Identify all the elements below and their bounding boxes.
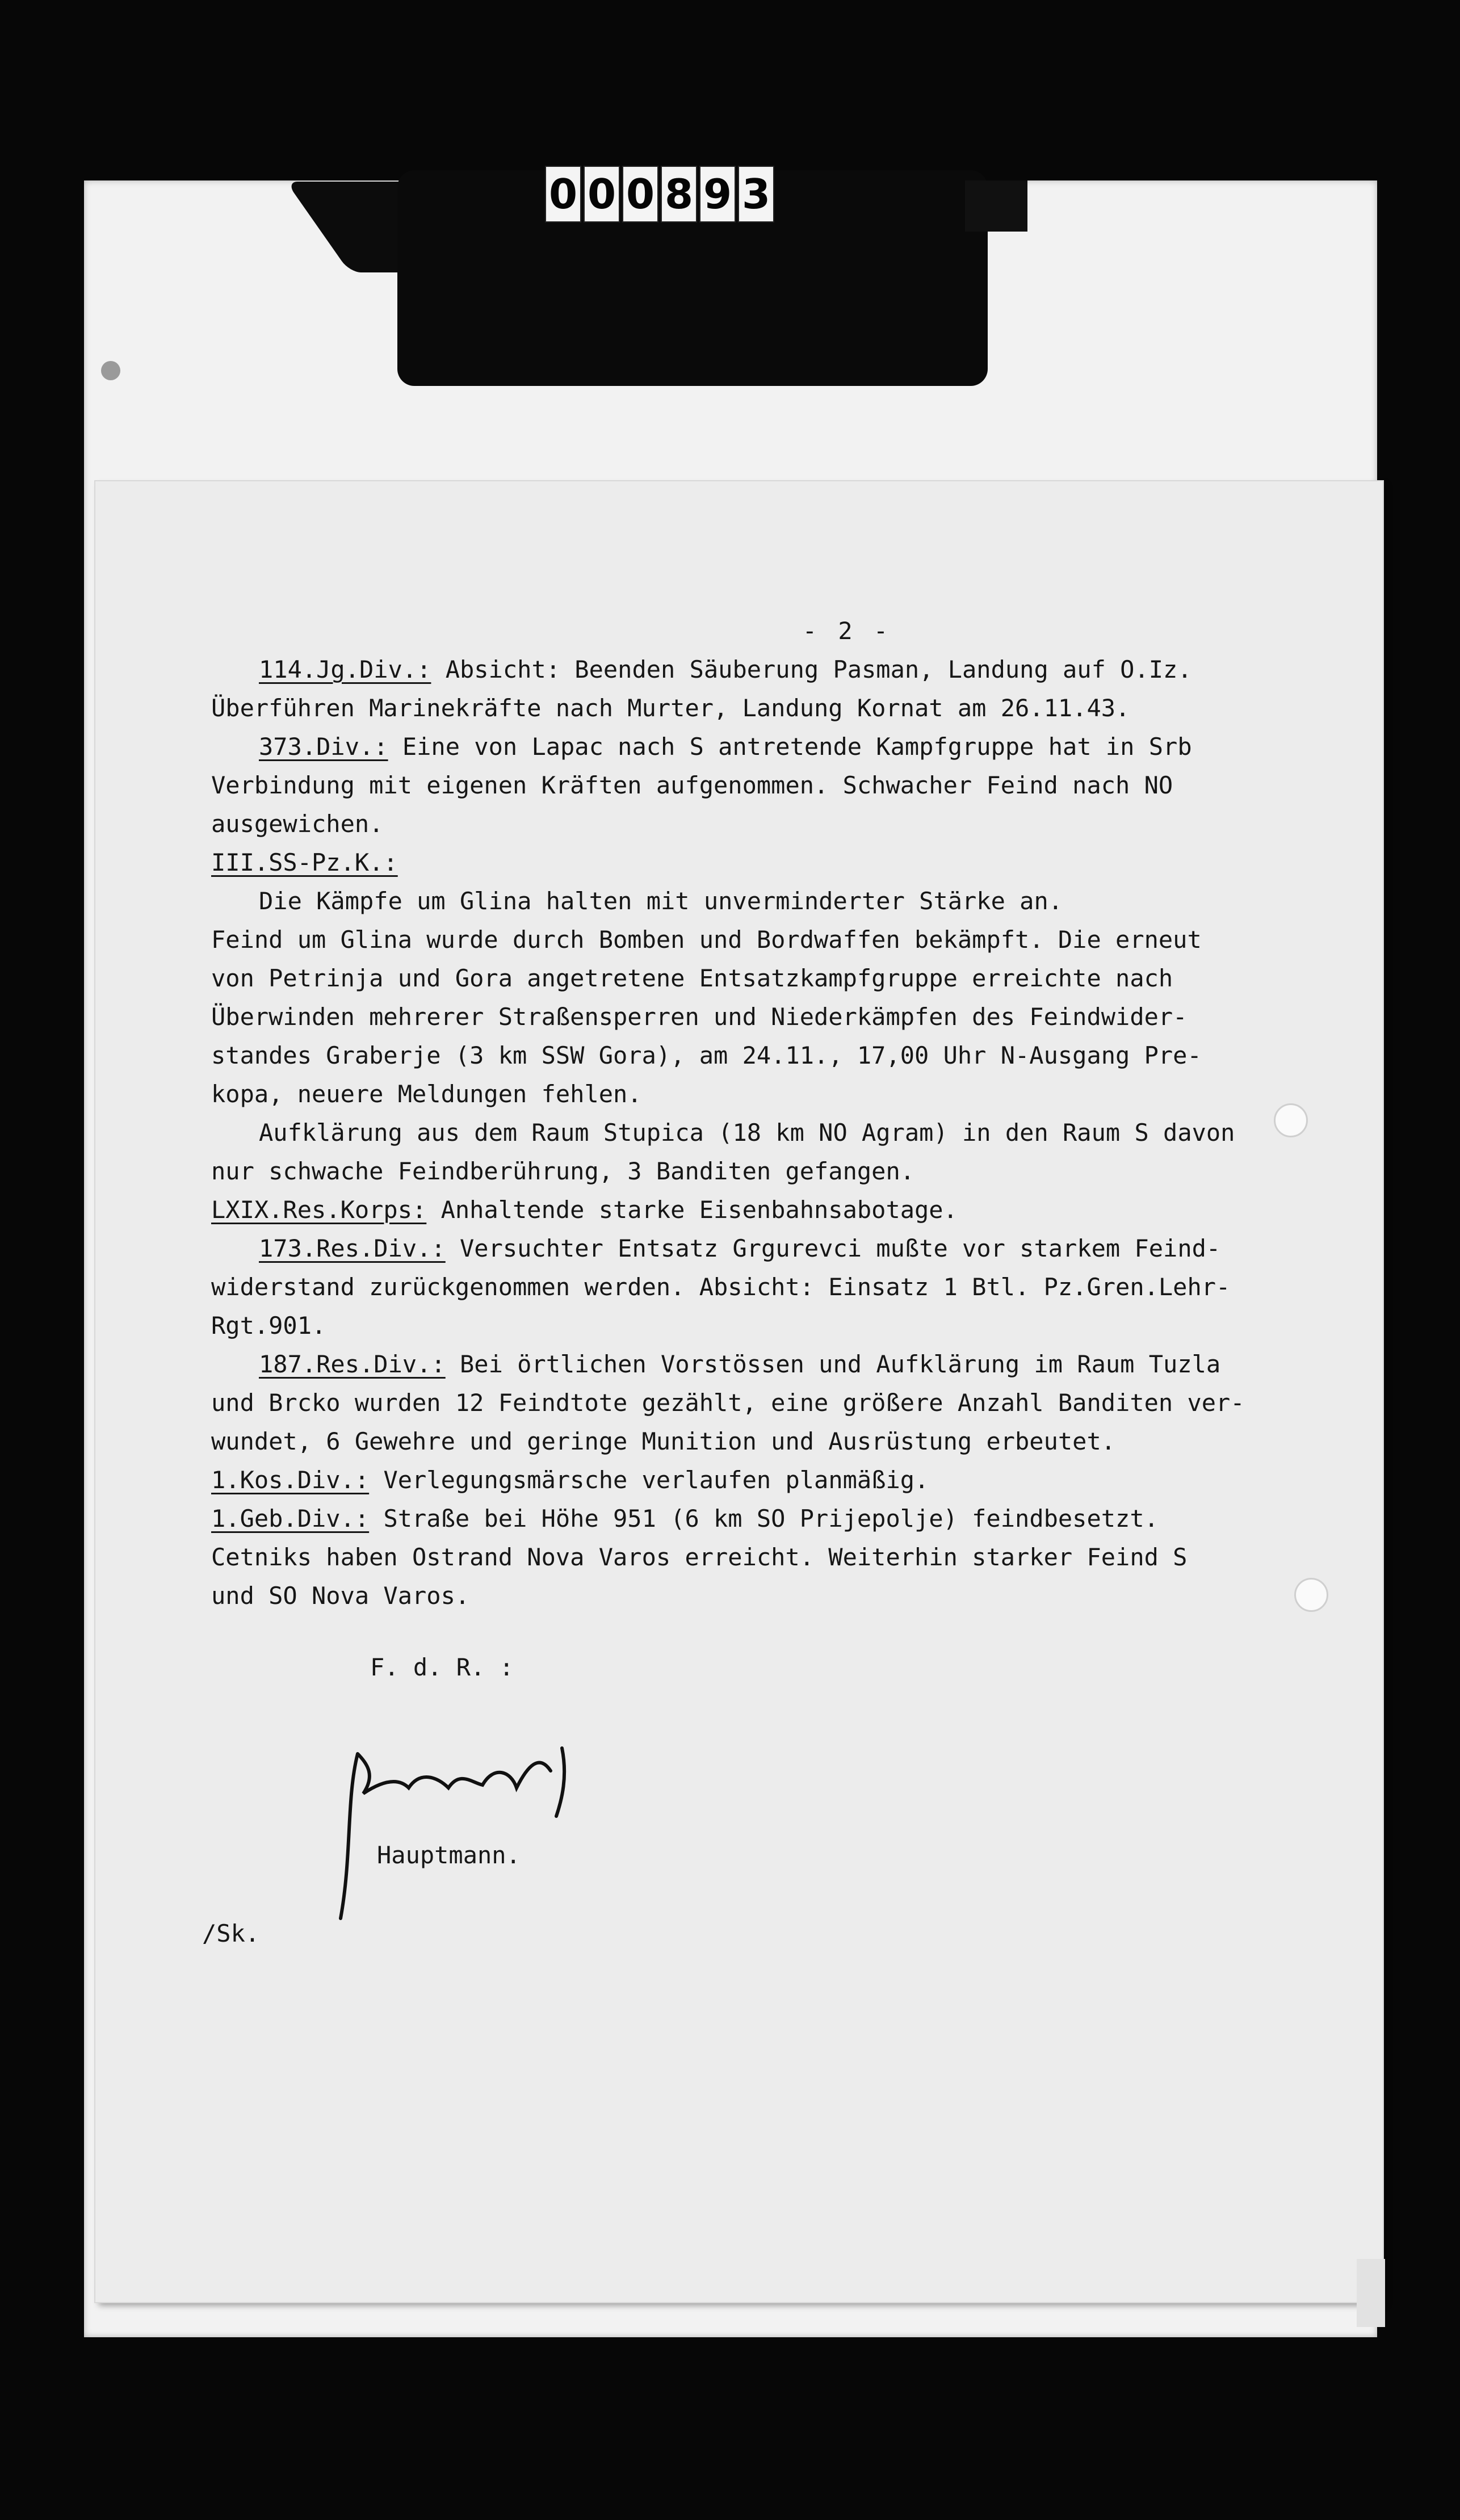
text-line: [211, 998, 1346, 1036]
line-text: ausgewichen.: [211, 810, 384, 838]
text-line: [211, 1268, 1346, 1307]
text-line: [211, 1152, 1346, 1191]
page-edge: [1357, 2259, 1385, 2327]
text-line: [211, 959, 1346, 998]
text-line: [211, 1075, 1346, 1114]
line-text: Überführen Marinekräfte nach Murter, Landung Kornat am 26.11.43.: [211, 694, 1130, 722]
line-text: Straße bei Höhe 951 (6 km SO Prijepolje) feindbesetzt.: [369, 1505, 1159, 1532]
unit-designation: 187.Res.Div.:: [259, 1350, 446, 1378]
counter-digit: 0: [545, 166, 581, 222]
spacer: [211, 1615, 1346, 1635]
counter-digit: 3: [738, 166, 774, 222]
text-line: [211, 843, 1346, 882]
line-text: Anhaltende starke Eisenbahnsabotage.: [426, 1196, 958, 1224]
text-line: [211, 1461, 1346, 1500]
line-text: Eine von Lapac nach S antretende Kampfgruppe hat in Srb: [388, 733, 1192, 761]
counter-digit: 8: [661, 166, 697, 222]
line-text: wundet, 6 Gewehre und geringe Munition und Ausrüstung erbeutet.: [211, 1427, 1116, 1455]
line-text: widerstand zurückgenommen werden. Absicht: Einsatz 1 Btl. Pz.Gren.Lehr-: [211, 1273, 1231, 1301]
text-line: [211, 650, 1346, 689]
unit-designation: 114.Jg.Div.:: [259, 656, 431, 683]
line-text: Aufklärung aus dem Raum Stupica (18 km NO Agram) in den Raum S davon: [259, 1119, 1235, 1146]
clip-bracket: [965, 180, 1027, 232]
line-text: und SO Nova Varos.: [211, 1582, 470, 1610]
report-text: [211, 650, 1346, 1615]
line-text: Überwinden mehrerer Straßensperren und Niederkämpfen des Feindwider-: [211, 1003, 1188, 1031]
line-text: Bei örtlichen Vorstössen und Aufklärung im Raum Tuzla: [445, 1350, 1221, 1378]
text-line: [211, 1036, 1346, 1075]
text-line: [211, 1422, 1346, 1461]
text-line: [211, 1114, 1346, 1152]
counter-digit: 9: [699, 166, 736, 222]
text-line: [211, 1307, 1346, 1345]
text-line: [211, 921, 1346, 959]
text-line: [211, 766, 1346, 805]
certification-line: F. d. R. :: [370, 1653, 514, 1681]
line-text: von Petrinja und Gora angetretene Entsatzkampfgruppe erreichte nach: [211, 964, 1173, 992]
document-body: [211, 612, 1346, 1687]
text-line: [211, 1538, 1346, 1577]
text-line: [211, 882, 1346, 921]
text-line: [211, 1229, 1346, 1268]
line-text: standes Graberje (3 km SSW Gora), am 24.11., 17,00 Uhr N-Ausgang Pre-: [211, 1041, 1202, 1069]
counter-digit: 0: [584, 166, 620, 222]
rank-label: Hauptmann.: [377, 1841, 521, 1869]
typist-initials: /Sk.: [202, 1920, 260, 1947]
text-line: [211, 1384, 1346, 1422]
handwritten-signature: [324, 1731, 596, 1935]
text-line: [211, 1191, 1346, 1229]
unit-designation: III.SS-Pz.K.:: [211, 849, 398, 876]
unit-designation: 1.Kos.Div.:: [211, 1466, 370, 1494]
unit-designation: 173.Res.Div.:: [259, 1234, 446, 1262]
unit-designation: 1.Geb.Div.:: [211, 1505, 370, 1532]
line-text: Absicht: Beenden Säuberung Pasman, Landung auf O.Iz.: [431, 656, 1192, 683]
line-text: nur schwache Feindberührung, 3 Banditen gefangen.: [211, 1157, 915, 1185]
line-text: Verlegungsmärsche verlaufen planmäßig.: [369, 1466, 929, 1494]
unit-designation: LXIX.Res.Korps:: [211, 1196, 427, 1224]
frame-counter: [545, 166, 774, 220]
pin-mark: [101, 361, 120, 380]
line-text: Cetniks haben Ostrand Nova Varos erreicht. Weiterhin starker Feind S: [211, 1543, 1188, 1571]
text-line: [211, 805, 1346, 843]
text-line: [211, 1577, 1346, 1615]
line-text: Verbindung mit eigenen Kräften aufgenommen. Schwacher Feind nach NO: [211, 771, 1173, 799]
text-line: [211, 689, 1346, 728]
line-text: und Brcko wurden 12 Feindtote gezählt, eine größere Anzahl Banditen ver-: [211, 1389, 1245, 1417]
line-text: Rgt.901.: [211, 1312, 326, 1339]
text-line: [211, 1345, 1346, 1384]
unit-designation: 373.Div.:: [259, 733, 388, 761]
line-text: Versuchter Entsatz Grgurevci mußte vor starkem Feind-: [445, 1234, 1221, 1262]
line-text: kopa, neuere Meldungen fehlen.: [211, 1080, 642, 1108]
page-number: - 2 -: [802, 617, 892, 645]
counter-digit: 0: [622, 166, 658, 222]
line-text: Feind um Glina wurde durch Bomben und Bordwaffen bekämpft. Die erneut: [211, 926, 1202, 954]
text-line: [211, 728, 1346, 766]
text-line: [211, 1500, 1346, 1538]
line-text: Die Kämpfe um Glina halten mit unverminderter Stärke an.: [259, 887, 1063, 915]
